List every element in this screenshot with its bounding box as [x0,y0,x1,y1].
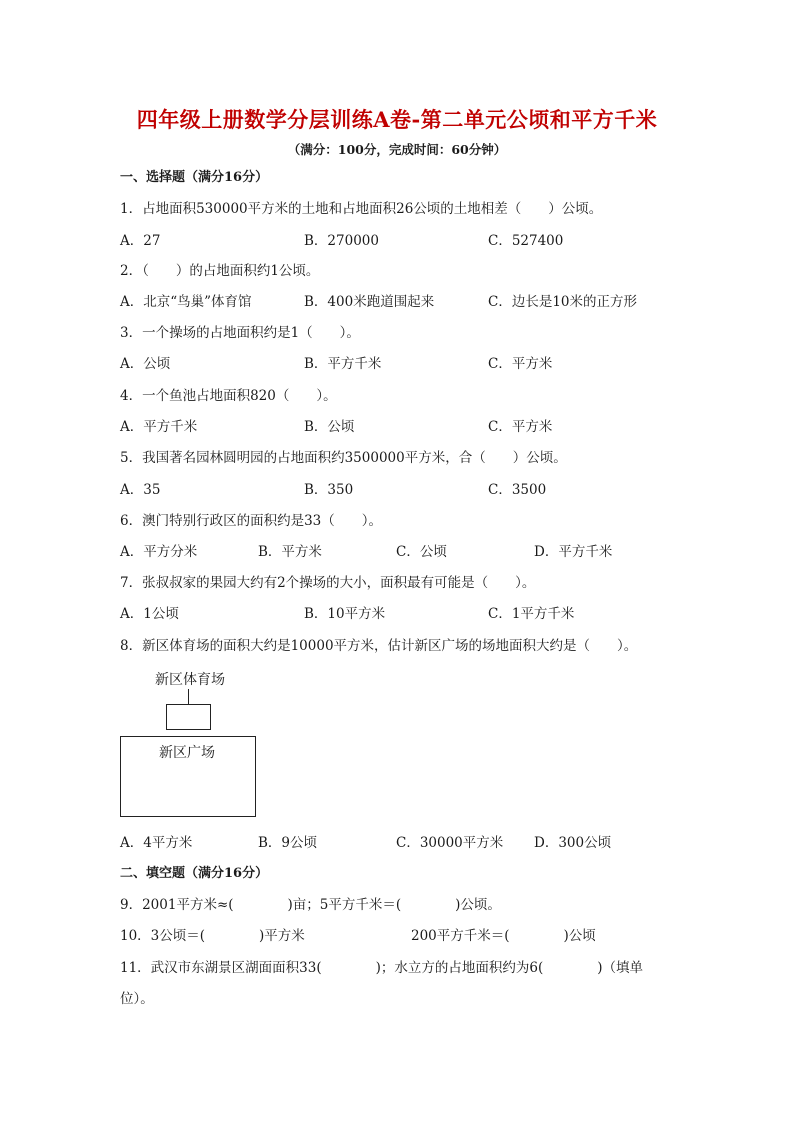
question-option: A．平方分米 [120,544,198,560]
question-option: B．平方米 [258,544,322,560]
page-title: 四年级上册数学分层训练A卷-第二单元公顷和平方千米 [136,107,658,132]
question-stem: 6．澳门特别行政区的面积约是33（ ）。 [120,513,383,529]
question-option: C．30000平方米 [396,835,504,851]
question-stem: 3．一个操场的占地面积约是1（ ）。 [120,325,360,341]
question-stem: 7．张叔叔家的果园大约有2个操场的大小，面积最有可能是（ ）。 [120,575,536,591]
question-stem: 4．一个鱼池占地面积820（ ）。 [120,388,337,404]
question-option: C．527400 [488,233,564,249]
question-option: D．300公顷 [534,835,612,851]
question-option: A．35 [120,482,161,498]
question-option: A．1公顷 [120,606,179,622]
question-stem: 8．新区体育场的面积大约是10000平方米，估计新区广场的场地面积大约是（ ）。 [120,638,638,654]
question-option: B．平方千米 [304,356,382,372]
question-option: B．10平方米 [304,606,386,622]
section-heading-fill: 二、填空题（满分16分） [120,866,269,881]
question-option: B．9公顷 [258,835,318,851]
question-option: B．公顷 [304,419,355,435]
fill-question-stem: 9．2001平方米≈( )亩；5平方千米＝( )公顷。 [120,897,501,913]
stadium-pointer-line [188,689,189,705]
question-stem: 5．我国著名园林圆明园的占地面积约3500000平方米，合（ ）公顷。 [120,450,567,466]
fill-question-continuation: 位）。 [120,991,154,1007]
question-option: D．平方千米 [534,544,613,560]
fill-question-stem: 11．武汉市东湖景区湖面面积33( )；水立方的占地面积约为6( )（填单 [120,960,644,976]
question-option: A．4平方米 [120,835,193,851]
question-option: C．平方米 [488,419,553,435]
question-option: A．公顷 [120,356,171,372]
plaza-label: 新区广场 [159,745,215,761]
question-option: A．27 [120,233,161,249]
question-option: B．400米跑道围起来 [304,294,435,310]
question-option: C．边长是10米的正方形 [488,294,638,310]
section-heading-choice: 一、选择题（满分16分） [120,170,269,185]
page-subtitle: （满分：100分，完成时间：60分钟） [287,142,507,157]
stadium-box [166,704,211,730]
question-option: C．公顷 [396,544,447,560]
question-stem: 2．（ ）的占地面积约1公顷。 [120,263,320,279]
question-stem: 1．占地面积530000平方米的土地和占地面积26公顷的土地相差（ ）公顷。 [120,201,603,217]
question-option: C．平方米 [488,356,553,372]
question-option: C．1平方千米 [488,606,575,622]
fill-question-stem: 10．3公顷＝( )平方米 [120,928,305,944]
question-option: A．北京“鸟巢”体育馆 [120,294,252,310]
stadium-label: 新区体育场 [155,672,225,688]
question-option: C．3500 [488,482,547,498]
question-option: B．270000 [304,233,379,249]
question-option: A．平方千米 [120,419,198,435]
question-option: B．350 [304,482,354,498]
fill-question-stem: 200平方千米＝( )公顷 [411,928,596,944]
